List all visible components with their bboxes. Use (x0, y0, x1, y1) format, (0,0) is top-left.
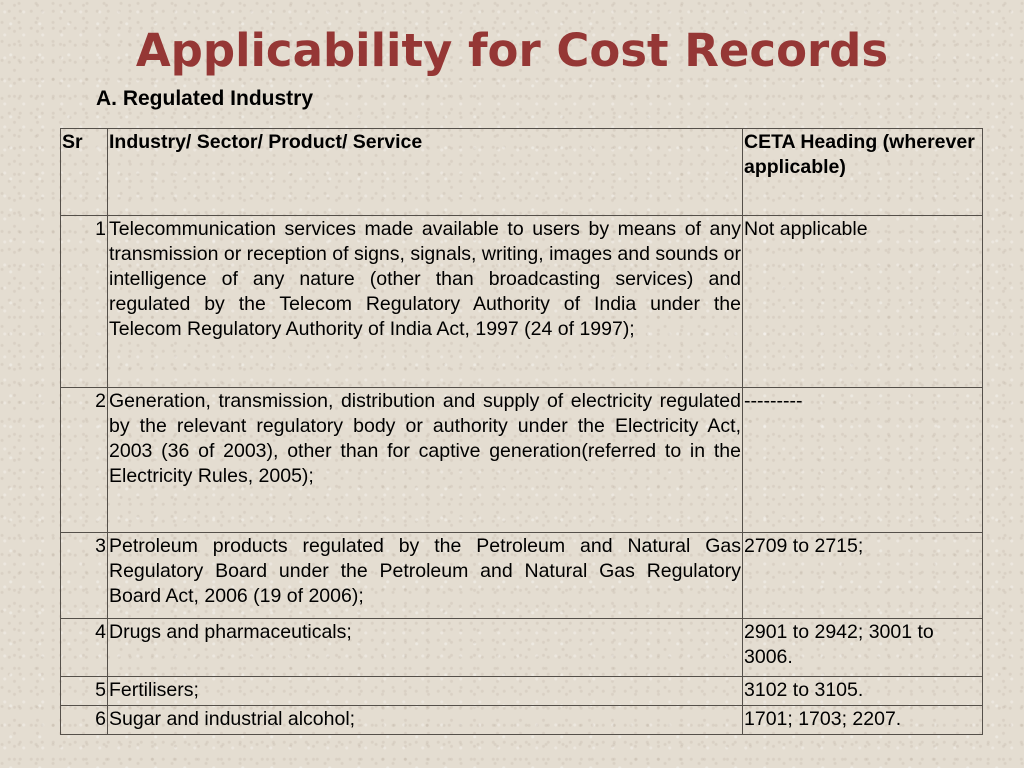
cell-sr: 3 (61, 533, 108, 619)
header-sr: Sr (61, 129, 108, 216)
section-heading: A. Regulated Industry (96, 87, 314, 110)
table-row (61, 706, 983, 735)
table-row (61, 533, 983, 619)
cell-ceta: 3102 to 3105. (743, 677, 983, 706)
regulated-industry-table (60, 128, 983, 735)
cell-ceta: 1701; 1703; 2207. (743, 706, 983, 735)
cell-sr: 4 (61, 619, 108, 677)
table-header-row (61, 129, 983, 216)
cell-ceta: 2709 to 2715; (743, 533, 983, 619)
header-ceta-heading: CETA Heading (wherever applicable) (743, 129, 983, 216)
table-row (61, 216, 983, 388)
cell-industry: Generation, transmission, distribution and supply of electricity regulated by the relevant regulatory body or authority under the Electricity Act, 2003 (36 of 2003), other than for captive generation(referred to in the Electricity Rules, 2005); (108, 388, 743, 533)
header-industry: Industry/ Sector/ Product/ Service (108, 129, 743, 216)
cell-industry: Telecommunication services made available to users by means of any transmission or reception of signs, signals, writing, images and sounds or intelligence of any nature (other than broadcasting services) and regulated by the Telecom Regulatory Authority of India under the Telecom Regulatory Authority of India Act, 1997 (24 of 1997); (108, 216, 743, 388)
cell-sr: 5 (61, 677, 108, 706)
table-row (61, 388, 983, 533)
cell-sr: 6 (61, 706, 108, 735)
cell-industry: Fertilisers; (108, 677, 743, 706)
cell-industry: Drugs and pharmaceuticals; (108, 619, 743, 677)
cell-ceta: 2901 to 2942; 3001 to 3006. (743, 619, 983, 677)
slide-title: Applicability for Cost Records (135, 24, 889, 77)
cell-sr: 2 (61, 388, 108, 533)
cell-industry: Petroleum products regulated by the Petroleum and Natural Gas Regulatory Board under the Petroleum and Natural Gas Regulatory Board Act, 2006 (19 of 2006); (108, 533, 743, 619)
table-row (61, 677, 983, 706)
cell-ceta: Not applicable (743, 216, 983, 388)
cell-ceta: --------- (743, 388, 983, 533)
table-row (61, 619, 983, 677)
cell-sr: 1 (61, 216, 108, 388)
cell-industry: Sugar and industrial alcohol; (108, 706, 743, 735)
